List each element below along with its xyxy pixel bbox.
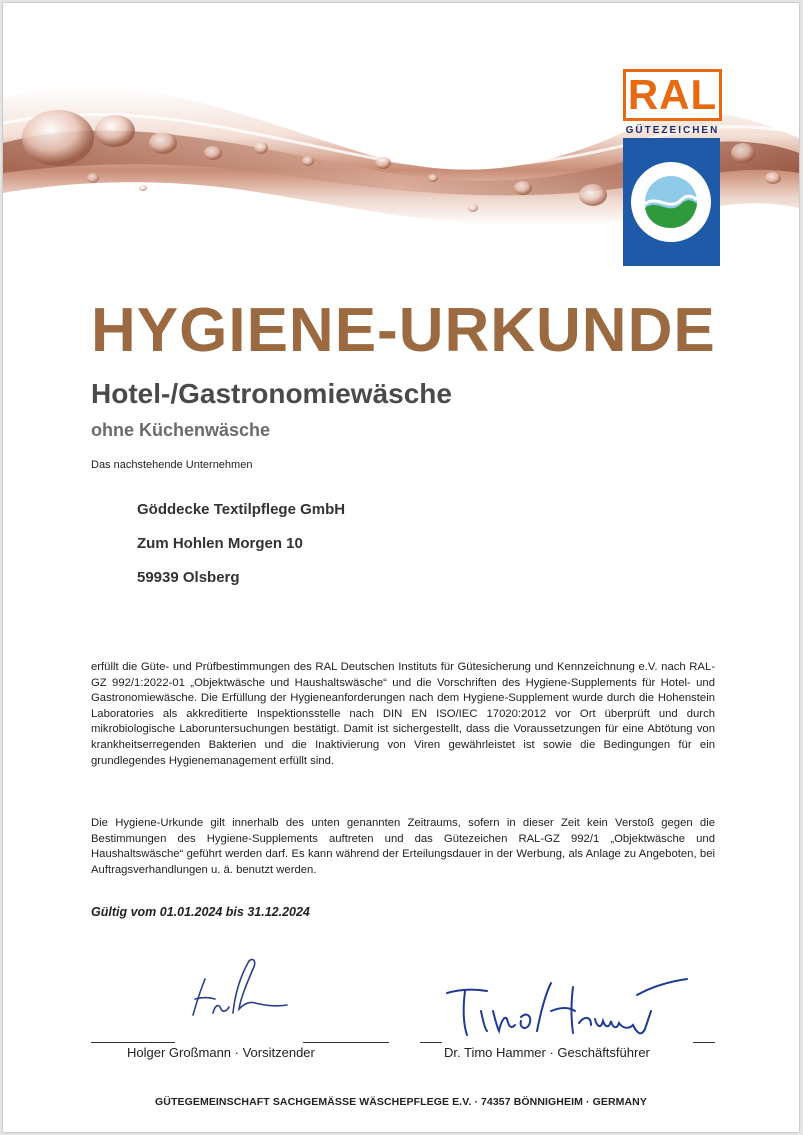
signatory-right-name: Dr. Timo Hammer · Geschäftsführer [444, 1045, 650, 1060]
signatory-left-name: Holger Großmann · Vorsitzender [127, 1045, 315, 1060]
guetezeichen-label: GÜTEZEICHEN [625, 125, 720, 136]
body-paragraph-1: erfüllt die Güte- und Prüfbestimmungen des RAL Deutschen Instituts für Gütesicherung und Kennzeichnung e.V. nach RAL-GZ 992/1:2022-01 „Objektwäsche und Haushaltswäsche“ und die Vorschriften des Hygiene-Supplements für Hotel- und Gastronomiewäsche. Die Erfüllung der Hygieneanforderungen nach dem Hygiene-Supplement wurde durch die Hohenstein Laboratories als akkreditierte Inspektionsstelle nach DIN EN ISO/IEC 17020:2012 vor Ort überprüft und durch mikrobiologische Laboruntersuchungen bestätigt. Damit ist sichergestellt, dass die Voraussetzungen für eine Abtötung von krankheitserregenden Bakterien und die Inaktivierung von Viren gewährleistet ist sowie die Bedingungen für ein grundlegendes Hygienemanagement erfüllt sind. [91, 661, 715, 767]
company-address-block [137, 493, 345, 595]
signature-line-right-b [693, 1042, 715, 1043]
document-subtitle: Hotel-/Gastronomiewäsche [91, 378, 452, 409]
signature-hammer [441, 971, 691, 1046]
company-street: Zum Hohlen Morgen 10 [137, 535, 303, 552]
company-name: Göddecke Textilpflege GmbH [137, 501, 346, 518]
signature-grossmann [183, 953, 303, 1033]
signature-line-left-a [91, 1042, 175, 1043]
document-subtitle-secondary: ohne Küchenwäsche [91, 420, 271, 440]
intro-text: Das nachstehende Unternehmen [91, 459, 253, 471]
textilservice-seal [623, 138, 720, 266]
signature-line-left-b [303, 1042, 389, 1043]
ral-wordmark: RAL [623, 69, 722, 121]
footer-organization: GÜTEGEMEINSCHAFT SACHGEMÄSSE WÄSCHEPFLEGE E.V. · 74357 BÖNNIGHEIM · GERMANY [155, 1096, 647, 1108]
certificate-page [3, 3, 799, 1132]
ral-guetezeichen-logo [623, 69, 722, 266]
validity-period: Gültig vom 01.01.2024 bis 31.12.2024 [91, 905, 310, 919]
company-city: 59939 Olsberg [137, 569, 240, 586]
seal-emblem-icon [623, 138, 720, 266]
document-title: HYGIENE-URKUNDE [91, 296, 716, 365]
signature-line-right-a [420, 1042, 442, 1043]
body-paragraph-2: Die Hygiene-Urkunde gilt innerhalb des unten genannten Zeitraums, sofern in dieser Zeit kein Verstoß gegen die Bestimmungen des Hygiene-Supplements auftreten und das Gütezeichen RAL-GZ 992/1 „Objektwäsche und Haushaltswäsche“ geführt werden darf. Es kann während der Erteilungsdauer in der Werbung, als Anlage zu Angeboten, bei Auftragsverhandlungen u. ä. benutzt werden. [91, 817, 715, 876]
